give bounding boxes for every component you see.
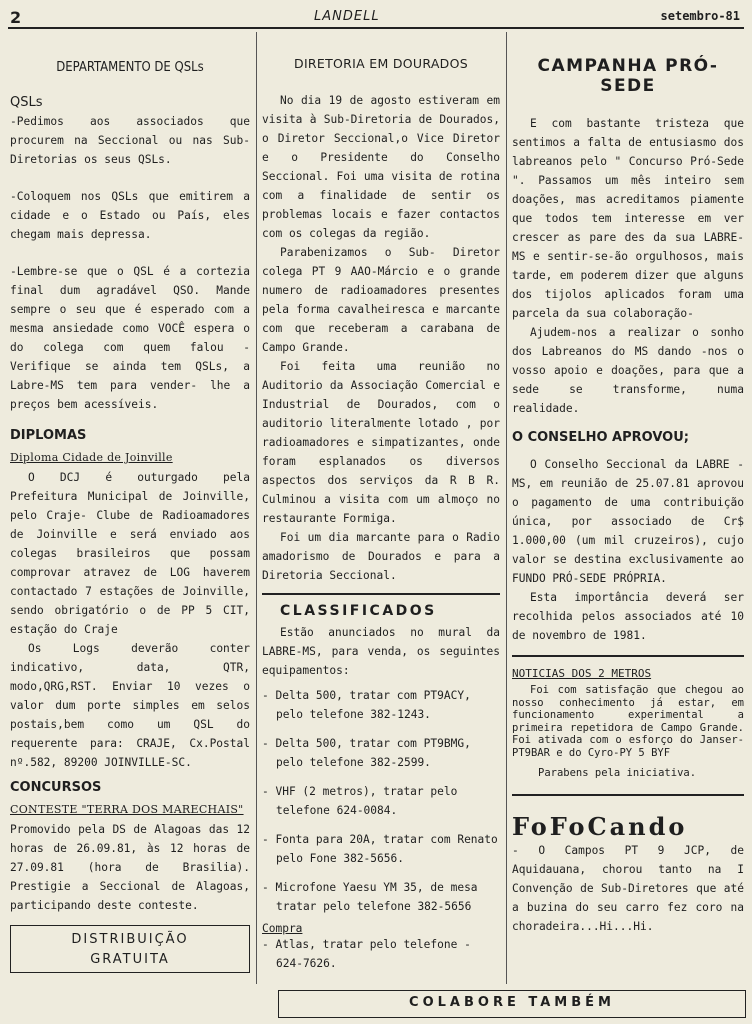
diretoria-heading: DIRETORIA EM DOURADOS [294, 56, 468, 71]
classified-item: - Delta 500, tratar com PT9BMG, pelo telefone 382-2599. [262, 737, 471, 769]
qsls-paragraph: -Pedimos aos associados que procurem na Seccional ou nas Sub-Diretorias os seus QSLs. [10, 115, 250, 166]
issue-date: setembro-81 [660, 9, 740, 23]
qsls-heading: QSLs [10, 95, 43, 110]
campanha-paragraph: Ajudem-nos a realizar o sonho dos Labreanos do MS dando -nos o vosso apoio e doações, para que a sede se transforme, numa realidade. [512, 326, 744, 415]
classified-item: - Microfone Yaesu YM 35, de mesa tratar pelo telefone 382-5656 [262, 881, 478, 913]
fofocando-heading: FoFoCando [512, 811, 688, 841]
concursos-heading: CONCURSOS [10, 780, 102, 795]
diploma-paragraph: Os Logs deverão conter indicativo, data, QTR, modo,QRG,RST. Enviar 10 vezes o valor dum porte simples em selos postais,bem como um QSL do requerente para: CRAJE, Cx.Postal nº.582, 89200 JOINVILLE-SC. [10, 642, 250, 769]
noticias-block [512, 684, 744, 780]
fofocando-paragraph: - O Campos PT 9 JCP, de Aquidauana, chorou tanto na I Convenção de Sub-Diretores que até a buzina do seu carro fez coro na choradeira...Hi...Hi. [512, 843, 744, 933]
diretoria-paragraph: Foi um dia marcante para o Radio amadorismo de Dourados e para a Diretoria Seccional. [262, 531, 500, 582]
page-number: 2 [10, 8, 22, 27]
compra-heading: Compra [262, 922, 303, 935]
concurso-subheading: CONTESTE "TERRA DOS MARECHAIS" [10, 803, 244, 816]
classificados-intro: Estão anunciados no mural da LABRE-MS, para venda, os seguintes equipamentos: [262, 626, 500, 677]
column-middle [262, 36, 500, 1016]
column-divider [506, 32, 507, 984]
newsletter-title: LANDELL [314, 9, 380, 24]
distribution-box [10, 925, 250, 973]
compra-list [262, 935, 500, 973]
classified-item: - Fonta para 20A, tratar com Renato pelo Fone 382-5656. [262, 833, 498, 865]
classificados-heading: CLASSIFICADOS [280, 603, 437, 619]
distribution-line: GRATUITA [90, 952, 170, 967]
classificados-list [262, 686, 500, 916]
diretoria-paragraph: Parabenizamos o Sub- Diretor colega PT 9 AAO-Márcio e o grande numero de radioamadores presentes pela forma cavalheiresca e marcante com que receberam a carabana de Campo Grande. [262, 246, 500, 354]
dept-qsl-heading: DEPARTAMENTO DE QSLs [56, 60, 204, 75]
diploma-paragraph: O DCJ é outurgado pela Prefeitura Municipal de Joinville, pelo Craje- Clube de Radioamadores de Joinville e será enviado aos colegas brasileiros que possam comprovar atravez de LOG haverem contactado 7 estações de Joinville, sendo obrigatório o de PP 5 CIT, estação do Craje [10, 471, 250, 636]
section-rule [512, 794, 744, 796]
noticias-paragraph: Parabens pela iniciativa. [538, 767, 697, 779]
classified-item: - VHF (2 metros), tratar pelo telefone 624-0084. [262, 785, 458, 817]
header-rule [8, 27, 744, 29]
colabore-text: COLABORE TAMBÉM [409, 995, 615, 1010]
compra-item: - Atlas, tratar pelo telefone - 624-7626. [262, 938, 471, 970]
qsls-paragraph: -Coloquem nos QSLs que emitirem a cidade e o Estado ou País, eles chegam mais depressa. [10, 190, 250, 241]
conselho-heading: O CONSELHO APROVOU; [512, 430, 689, 445]
diplomas-heading: DIPLOMAS [10, 428, 87, 443]
column-right [512, 36, 744, 1016]
campanha-paragraph: E com bastante tristeza que sentimos a falta de entusiasmo dos labreanos pelo " Concurso Pró-Sede ". Passamos um mês inteiro sem doações, mas acreditamos piamente que todos tem interesse em ver crescer as pare des da sua LABRE-MS e sentir-se-ão orgulhosos, mais tarde, em poderem dizer que alguns dos tijolos aplicados foram uma parcela da sua colaboração- [512, 117, 744, 320]
diretoria-paragraph: No dia 19 de agosto estiveram em visita à Sub-Diretoria de Dourados, o Diretor Seccional,o Vice Diretor e o Presidente do Conselho Seccional. Foi uma visita de rotina com a finalidade de sentir os problemas locais e fazer contactos com os colegas da região. [262, 94, 500, 240]
campanha-heading: CAMPANHA PRÓ-SEDE [537, 56, 719, 96]
colabore-banner [278, 990, 746, 1018]
noticias-heading: NOTICIAS DOS 2 METROS [512, 667, 652, 680]
distribution-line: DISTRIBUIÇÃO [71, 932, 189, 947]
classified-item: - Delta 500, tratar com PT9ACY, pelo telefone 382-1243. [262, 689, 471, 721]
section-rule [512, 655, 744, 657]
column-divider [256, 32, 257, 984]
conselho-paragraph: O Conselho Seccional da LABRE - MS, em reunião de 25.07.81 aprovou o pagamento de uma contribuição única, por associado de Cr$ 1.000,00 (um mil cruzeiros), cujo valor se destina exclusivamente ao FUNDO PRÓ-SEDE PRÓPRIA. [512, 458, 744, 585]
column-left [10, 36, 250, 1016]
noticias-paragraph: Foi com satisfação que chegou ao nosso conhecimento já estar, em funcionamento experimental a primeira repetidora de Campo Grande. Foi ativada com o esforço do Janser-PT9BAR e do Cyro-PY 5 BYF [512, 684, 744, 759]
section-rule [262, 593, 500, 595]
conselho-paragraph: Esta importância deverá ser recolhida pelos associados até 10 de novembro de 1981. [512, 591, 744, 642]
concurso-paragraph: Promovido pela DS de Alagoas das 12 horas de 26.09.81, às 12 horas de 27.09.81 (hora de Brasilia). Prestigie a Seccional de Alagoas, participando deste conteste. [10, 823, 250, 912]
diploma-subheading: Diploma Cidade de Joinville [10, 451, 173, 464]
diretoria-paragraph: Foi feita uma reunião no Auditorio da Associação Comercial e Industrial de Dourados, com o auditorio literalmente lotado , por radioamadores e simpatizantes, onde foram esplanados os diversos aspectos dos serviços da R B R. Culminou a visita com um almoço no restaurante Formiga. [262, 360, 500, 525]
qsls-paragraph: -Lembre-se que o QSL é a cortezia final dum agradável QSO. Mande sempre o seu que é esperado com a mesma ansiedade como VOCÊ espera o do colega com quem falou - Verifique se ainda tem QSLs, a Labre-MS tem para vender- lhe a preços bem acessíveis. [10, 265, 250, 411]
